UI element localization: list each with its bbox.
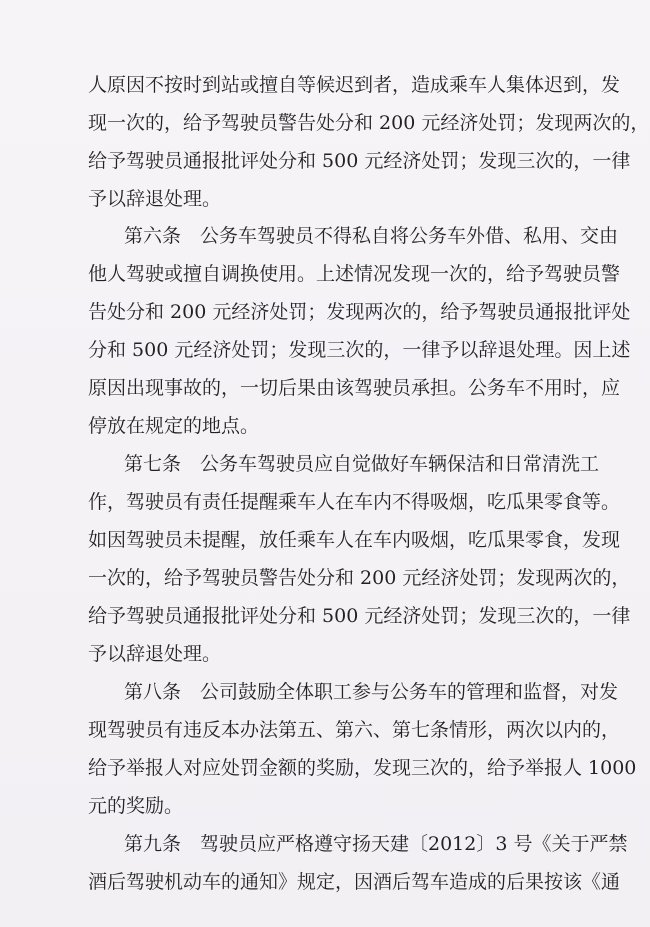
text-line: 分和 500 元经济处罚；发现三次的，一律予以辞退处理。因上述 (88, 339, 631, 361)
text-line: 给予驾驶员通报批评处分和 500 元经济处罚；发现三次的，一律 (88, 150, 631, 172)
text-line: 人原因不按时到站或擅自等候迟到者，造成乘车人集体迟到，发 (88, 74, 621, 96)
text-line: 酒后驾驶机动车的通知》规定，因酒后驾车造成的后果按该《通 (88, 871, 621, 893)
text-line: 予以辞退处理。 (88, 643, 222, 665)
text-line: 告处分和 200 元经济处罚；发现两次的，给予驾驶员通报批评处 (88, 301, 631, 323)
text-line: 予以辞退处理。 (88, 188, 222, 210)
text-line: 元的奖励。 (88, 795, 184, 817)
text-line: 一次的，给予驾驶员警告处分和 200 元经济处罚；发现两次的， (88, 567, 631, 589)
text-line: 给予举报人对应处罚金额的奖励，发现三次的，给予举报人 1000 (88, 757, 637, 779)
text-line: 他人驾驶或擅自调换使用。上述情况发现一次的，给予驾驶员警 (88, 263, 621, 285)
article-9-heading-line: 第九条 驾驶员应严格遵守扬天建〔2012〕3 号《关于严禁 (124, 833, 628, 855)
article-8-heading-line: 第八条 公司鼓励全体职工参与公务车的管理和监督，对发 (124, 681, 619, 703)
text-line: 如因驾驶员未提醒，放任乘车人在车内吸烟，吃瓜果零食，发现 (88, 529, 621, 551)
text-line: 现一次的，给予驾驶员警告处分和 200 元经济处罚；发现两次的， (88, 112, 650, 134)
text-line: 给予驾驶员通报批评处分和 500 元经济处罚；发现三次的，一律 (88, 605, 631, 627)
text-line: 作，驾驶员有责任提醒乘车人在车内不得吸烟，吃瓜果零食等。 (88, 491, 621, 513)
article-6-heading-line: 第六条 公务车驾驶员不得私自将公务车外借、私用、交由 (124, 225, 619, 247)
text-line: 现驾驶员有违反本办法第五、第六、第七条情形，两次以内的， (88, 719, 621, 741)
article-7-heading-line: 第七条 公务车驾驶员应自觉做好车辆保洁和日常清洗工 (124, 453, 600, 475)
text-line: 原因出现事故的，一切后果由该驾驶员承担。公务车不用时，应 (88, 377, 621, 399)
text-line: 停放在规定的地点。 (88, 415, 260, 437)
